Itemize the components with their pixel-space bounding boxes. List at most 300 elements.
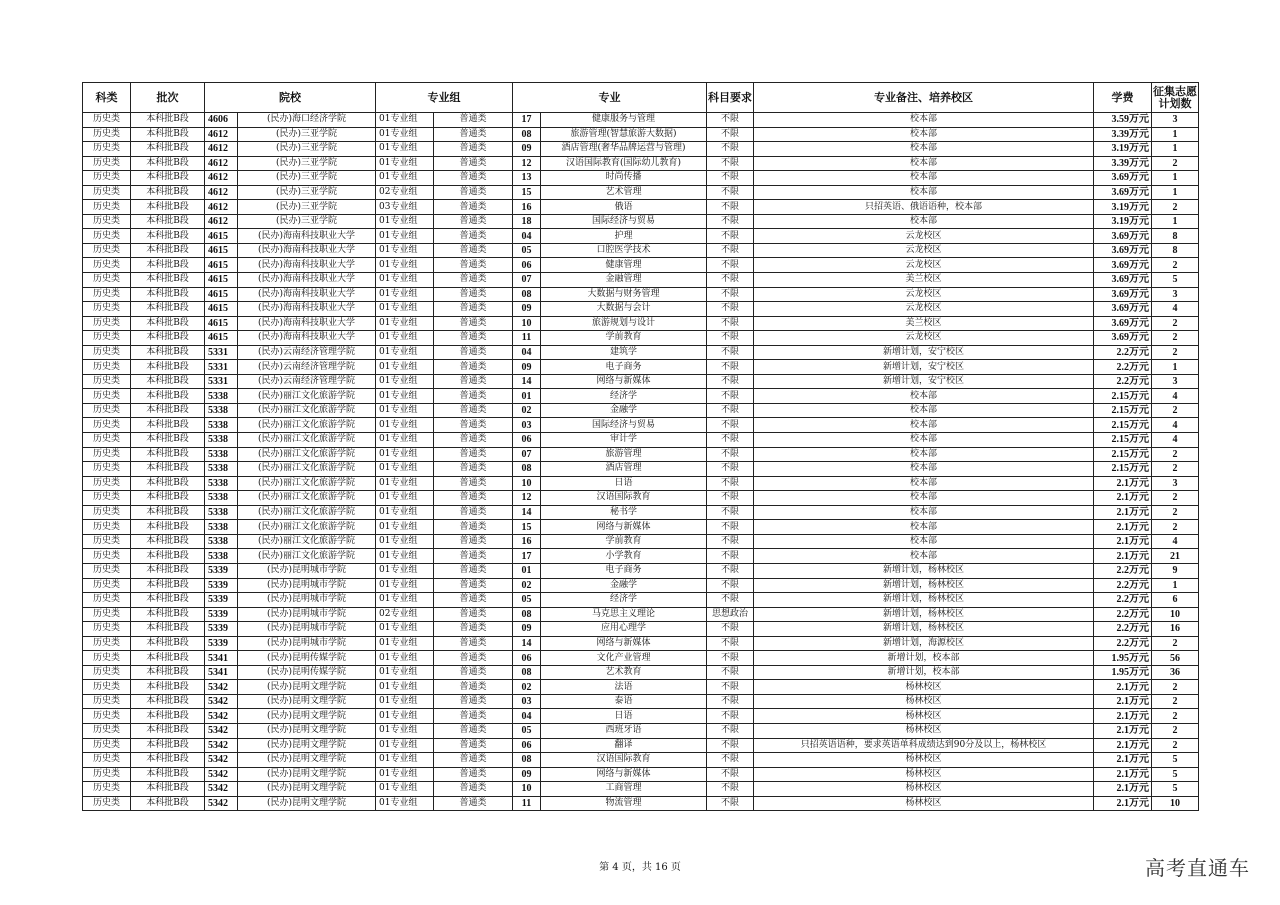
plan-count-cell: 3 [1152, 113, 1199, 128]
school-code-cell: 5342 [205, 767, 238, 782]
major-code-cell: 03 [513, 694, 541, 709]
notes-campus-cell: 杨林校区 [754, 767, 1094, 782]
major-name-cell: 学前教育 [541, 331, 707, 346]
table-row [83, 273, 1199, 288]
category-cell: 历史类 [83, 520, 131, 535]
school-code-cell: 5341 [205, 665, 238, 680]
group-code-cell: 01专业组 [376, 767, 434, 782]
group-type-cell: 普通类 [434, 491, 513, 506]
fee-cell: 3.69万元 [1094, 229, 1152, 244]
batch-cell: 本科批B段 [131, 462, 205, 477]
category-cell: 历史类 [83, 345, 131, 360]
batch-cell: 本科批B段 [131, 229, 205, 244]
group-type-cell: 普通类 [434, 345, 513, 360]
school-name-cell: (民办)昆明文理学院 [238, 723, 376, 738]
school-name-cell: (民办)海南科技职业大学 [238, 273, 376, 288]
school-code-cell: 4612 [205, 142, 238, 157]
notes-campus-cell: 杨林校区 [754, 796, 1094, 811]
batch-cell: 本科批B段 [131, 753, 205, 768]
category-cell: 历史类 [83, 796, 131, 811]
notes-campus-cell: 美兰校区 [754, 316, 1094, 331]
fee-cell: 2.1万元 [1094, 738, 1152, 753]
group-code-cell: 01专业组 [376, 738, 434, 753]
school-code-cell: 4606 [205, 113, 238, 128]
notes-campus-cell: 校本部 [754, 520, 1094, 535]
subject-requirement-cell: 不限 [707, 782, 754, 797]
school-code-cell: 5342 [205, 723, 238, 738]
table-row [83, 374, 1199, 389]
fee-cell: 2.1万元 [1094, 796, 1152, 811]
category-cell: 历史类 [83, 782, 131, 797]
fee-cell: 3.69万元 [1094, 331, 1152, 346]
school-name-cell: (民办)云南经济管理学院 [238, 374, 376, 389]
plan-count-cell: 2 [1152, 258, 1199, 273]
fee-cell: 2.1万元 [1094, 491, 1152, 506]
table-row [83, 694, 1199, 709]
category-cell: 历史类 [83, 360, 131, 375]
plan-count-cell: 2 [1152, 723, 1199, 738]
plan-count-cell: 4 [1152, 433, 1199, 448]
plan-count-cell: 1 [1152, 171, 1199, 186]
category-cell: 历史类 [83, 258, 131, 273]
notes-campus-cell: 新增计划，海源校区 [754, 636, 1094, 651]
major-name-cell: 金融学 [541, 578, 707, 593]
school-name-cell: (民办)昆明文理学院 [238, 767, 376, 782]
batch-cell: 本科批B段 [131, 200, 205, 215]
fee-cell: 3.69万元 [1094, 243, 1152, 258]
group-type-cell: 普通类 [434, 214, 513, 229]
group-code-cell: 01专业组 [376, 476, 434, 491]
major-code-cell: 15 [513, 520, 541, 535]
header-category: 科类 [83, 83, 131, 113]
major-code-cell: 17 [513, 113, 541, 128]
group-type-cell: 普通类 [434, 113, 513, 128]
subject-requirement-cell: 不限 [707, 534, 754, 549]
major-code-cell: 03 [513, 418, 541, 433]
batch-cell: 本科批B段 [131, 345, 205, 360]
plan-count-cell: 3 [1152, 287, 1199, 302]
group-code-cell: 01专业组 [376, 549, 434, 564]
batch-cell: 本科批B段 [131, 113, 205, 128]
plan-count-cell: 1 [1152, 578, 1199, 593]
category-cell: 历史类 [83, 753, 131, 768]
school-code-cell: 4612 [205, 200, 238, 215]
table-row [83, 113, 1199, 128]
major-name-cell: 物流管理 [541, 796, 707, 811]
school-name-cell: (民办)丽江文化旅游学院 [238, 403, 376, 418]
school-code-cell: 5342 [205, 753, 238, 768]
major-name-cell: 大数据与会计 [541, 302, 707, 317]
major-code-cell: 04 [513, 345, 541, 360]
category-cell: 历史类 [83, 229, 131, 244]
school-name-cell: (民办)丽江文化旅游学院 [238, 549, 376, 564]
subject-requirement-cell: 不限 [707, 185, 754, 200]
subject-requirement-cell: 不限 [707, 287, 754, 302]
admission-plan-table [82, 82, 1199, 811]
notes-campus-cell: 云龙校区 [754, 331, 1094, 346]
batch-cell: 本科批B段 [131, 331, 205, 346]
category-cell: 历史类 [83, 331, 131, 346]
school-name-cell: (民办)昆明城市学院 [238, 622, 376, 637]
group-type-cell: 普通类 [434, 738, 513, 753]
table-row [83, 142, 1199, 157]
subject-requirement-cell: 不限 [707, 302, 754, 317]
plan-count-cell: 4 [1152, 302, 1199, 317]
school-code-cell: 4615 [205, 331, 238, 346]
group-code-cell: 01专业组 [376, 651, 434, 666]
group-type-cell: 普通类 [434, 723, 513, 738]
subject-requirement-cell: 不限 [707, 127, 754, 142]
fee-cell: 2.2万元 [1094, 607, 1152, 622]
batch-cell: 本科批B段 [131, 665, 205, 680]
school-code-cell: 4612 [205, 156, 238, 171]
group-code-cell: 01专业组 [376, 796, 434, 811]
notes-campus-cell: 只招英语语种，要求英语单科成绩达到90分及以上，杨林校区 [754, 738, 1094, 753]
group-type-cell: 普通类 [434, 171, 513, 186]
fee-cell: 3.69万元 [1094, 258, 1152, 273]
major-name-cell: 电子商务 [541, 360, 707, 375]
batch-cell: 本科批B段 [131, 476, 205, 491]
plan-count-cell: 9 [1152, 563, 1199, 578]
group-code-cell: 01专业组 [376, 433, 434, 448]
group-code-cell: 01专业组 [376, 243, 434, 258]
group-type-cell: 普通类 [434, 273, 513, 288]
table-row [83, 433, 1199, 448]
group-code-cell: 01专业组 [376, 418, 434, 433]
plan-count-cell: 10 [1152, 796, 1199, 811]
major-name-cell: 汉语国际教育 [541, 491, 707, 506]
school-code-cell: 5331 [205, 345, 238, 360]
major-code-cell: 08 [513, 462, 541, 477]
notes-campus-cell: 新增计划，安宁校区 [754, 345, 1094, 360]
school-code-cell: 5342 [205, 738, 238, 753]
notes-campus-cell: 杨林校区 [754, 782, 1094, 797]
major-name-cell: 护理 [541, 229, 707, 244]
school-name-cell: (民办)三亚学院 [238, 214, 376, 229]
plan-count-cell: 2 [1152, 316, 1199, 331]
category-cell: 历史类 [83, 200, 131, 215]
major-code-cell: 13 [513, 171, 541, 186]
category-cell: 历史类 [83, 418, 131, 433]
table-row [83, 258, 1199, 273]
group-type-cell: 普通类 [434, 360, 513, 375]
group-code-cell: 01专业组 [376, 214, 434, 229]
school-name-cell: (民办)昆明文理学院 [238, 680, 376, 695]
category-cell: 历史类 [83, 316, 131, 331]
table-row [83, 593, 1199, 608]
notes-campus-cell: 云龙校区 [754, 229, 1094, 244]
subject-requirement-cell: 不限 [707, 665, 754, 680]
school-name-cell: (民办)昆明文理学院 [238, 782, 376, 797]
group-type-cell: 普通类 [434, 505, 513, 520]
subject-requirement-cell: 不限 [707, 622, 754, 637]
group-type-cell: 普通类 [434, 403, 513, 418]
school-name-cell: (民办)海南科技职业大学 [238, 258, 376, 273]
table-row [83, 156, 1199, 171]
category-cell: 历史类 [83, 593, 131, 608]
fee-cell: 2.15万元 [1094, 433, 1152, 448]
table-row [83, 200, 1199, 215]
fee-cell: 3.69万元 [1094, 316, 1152, 331]
batch-cell: 本科批B段 [131, 171, 205, 186]
batch-cell: 本科批B段 [131, 578, 205, 593]
table-row [83, 709, 1199, 724]
table-row [83, 229, 1199, 244]
major-code-cell: 05 [513, 723, 541, 738]
group-code-cell: 01专业组 [376, 709, 434, 724]
major-name-cell: 网络与新媒体 [541, 767, 707, 782]
table-row [83, 796, 1199, 811]
group-code-cell: 01专业组 [376, 462, 434, 477]
major-code-cell: 12 [513, 156, 541, 171]
fee-cell: 3.19万元 [1094, 214, 1152, 229]
notes-campus-cell: 云龙校区 [754, 258, 1094, 273]
subject-requirement-cell: 不限 [707, 680, 754, 695]
plan-count-cell: 1 [1152, 360, 1199, 375]
table-row [83, 782, 1199, 797]
plan-count-cell: 2 [1152, 331, 1199, 346]
school-name-cell: (民办)昆明城市学院 [238, 607, 376, 622]
notes-campus-cell: 云龙校区 [754, 302, 1094, 317]
subject-requirement-cell: 不限 [707, 505, 754, 520]
group-type-cell: 普通类 [434, 258, 513, 273]
fee-cell: 2.1万元 [1094, 709, 1152, 724]
group-code-cell: 01专业组 [376, 171, 434, 186]
school-name-cell: (民办)昆明文理学院 [238, 709, 376, 724]
major-name-cell: 小学教育 [541, 549, 707, 564]
notes-campus-cell: 新增计划，校本部 [754, 651, 1094, 666]
major-code-cell: 06 [513, 258, 541, 273]
plan-count-cell: 16 [1152, 622, 1199, 637]
school-code-cell: 4612 [205, 185, 238, 200]
batch-cell: 本科批B段 [131, 636, 205, 651]
batch-cell: 本科批B段 [131, 709, 205, 724]
group-code-cell: 01专业组 [376, 593, 434, 608]
major-name-cell: 金融管理 [541, 273, 707, 288]
fee-cell: 3.69万元 [1094, 273, 1152, 288]
school-name-cell: (民办)昆明城市学院 [238, 563, 376, 578]
group-code-cell: 01专业组 [376, 142, 434, 157]
major-code-cell: 02 [513, 680, 541, 695]
group-type-cell: 普通类 [434, 622, 513, 637]
plan-count-cell: 4 [1152, 534, 1199, 549]
category-cell: 历史类 [83, 665, 131, 680]
notes-campus-cell: 新增计划，安宁校区 [754, 374, 1094, 389]
group-type-cell: 普通类 [434, 636, 513, 651]
subject-requirement-cell: 不限 [707, 767, 754, 782]
school-name-cell: (民办)丽江文化旅游学院 [238, 491, 376, 506]
group-code-cell: 01专业组 [376, 389, 434, 404]
plan-count-cell: 5 [1152, 767, 1199, 782]
notes-campus-cell: 新增计划，安宁校区 [754, 360, 1094, 375]
table-row [83, 403, 1199, 418]
school-code-cell: 5338 [205, 433, 238, 448]
notes-campus-cell: 校本部 [754, 433, 1094, 448]
school-name-cell: (民办)昆明传媒学院 [238, 665, 376, 680]
category-cell: 历史类 [83, 374, 131, 389]
group-type-cell: 普通类 [434, 767, 513, 782]
group-code-cell: 01专业组 [376, 578, 434, 593]
notes-campus-cell: 云龙校区 [754, 287, 1094, 302]
school-name-cell: (民办)昆明文理学院 [238, 738, 376, 753]
category-cell: 历史类 [83, 534, 131, 549]
group-code-cell: 01专业组 [376, 316, 434, 331]
subject-requirement-cell: 不限 [707, 243, 754, 258]
group-code-cell: 01专业组 [376, 694, 434, 709]
school-code-cell: 4615 [205, 287, 238, 302]
fee-cell: 3.39万元 [1094, 156, 1152, 171]
fee-cell: 2.1万元 [1094, 549, 1152, 564]
batch-cell: 本科批B段 [131, 549, 205, 564]
fee-cell: 2.1万元 [1094, 782, 1152, 797]
plan-count-cell: 2 [1152, 156, 1199, 171]
school-code-cell: 5338 [205, 549, 238, 564]
school-code-cell: 4615 [205, 229, 238, 244]
notes-campus-cell: 云龙校区 [754, 243, 1094, 258]
major-name-cell: 学前教育 [541, 534, 707, 549]
fee-cell: 1.95万元 [1094, 665, 1152, 680]
school-name-cell: (民办)丽江文化旅游学院 [238, 534, 376, 549]
table-row [83, 636, 1199, 651]
category-cell: 历史类 [83, 171, 131, 186]
table-row [83, 462, 1199, 477]
category-cell: 历史类 [83, 447, 131, 462]
subject-requirement-cell: 不限 [707, 258, 754, 273]
batch-cell: 本科批B段 [131, 622, 205, 637]
school-code-cell: 5339 [205, 607, 238, 622]
plan-count-cell: 6 [1152, 593, 1199, 608]
category-cell: 历史类 [83, 578, 131, 593]
notes-campus-cell: 校本部 [754, 476, 1094, 491]
school-name-cell: (民办)三亚学院 [238, 200, 376, 215]
table-row [83, 680, 1199, 695]
plan-count-cell: 8 [1152, 229, 1199, 244]
notes-campus-cell: 校本部 [754, 491, 1094, 506]
notes-campus-cell: 杨林校区 [754, 753, 1094, 768]
group-type-cell: 普通类 [434, 694, 513, 709]
notes-campus-cell: 只招英语、俄语语种，校本部 [754, 200, 1094, 215]
fee-cell: 2.2万元 [1094, 374, 1152, 389]
plan-count-cell: 2 [1152, 694, 1199, 709]
category-cell: 历史类 [83, 723, 131, 738]
group-type-cell: 普通类 [434, 243, 513, 258]
major-code-cell: 09 [513, 622, 541, 637]
subject-requirement-cell: 不限 [707, 796, 754, 811]
table-body [83, 113, 1199, 811]
batch-cell: 本科批B段 [131, 563, 205, 578]
group-type-cell: 普通类 [434, 331, 513, 346]
category-cell: 历史类 [83, 302, 131, 317]
major-code-cell: 18 [513, 214, 541, 229]
notes-campus-cell: 新增计划，杨林校区 [754, 622, 1094, 637]
batch-cell: 本科批B段 [131, 258, 205, 273]
group-type-cell: 普通类 [434, 229, 513, 244]
major-code-cell: 15 [513, 185, 541, 200]
school-code-cell: 5331 [205, 360, 238, 375]
fee-cell: 2.1万元 [1094, 767, 1152, 782]
major-name-cell: 大数据与财务管理 [541, 287, 707, 302]
plan-count-cell: 2 [1152, 709, 1199, 724]
major-name-cell: 旅游管理 [541, 447, 707, 462]
header-plan-line1: 征集志愿 [1153, 84, 1197, 98]
notes-campus-cell: 校本部 [754, 418, 1094, 433]
fee-cell: 2.1万元 [1094, 534, 1152, 549]
school-name-cell: (民办)丽江文化旅游学院 [238, 433, 376, 448]
major-name-cell: 汉语国际教育 [541, 753, 707, 768]
fee-cell: 2.1万元 [1094, 694, 1152, 709]
major-name-cell: 汉语国际教育(国际幼儿教育) [541, 156, 707, 171]
school-name-cell: (民办)海南科技职业大学 [238, 331, 376, 346]
category-cell: 历史类 [83, 273, 131, 288]
school-name-cell: (民办)昆明文理学院 [238, 694, 376, 709]
category-cell: 历史类 [83, 767, 131, 782]
school-name-cell: (民办)昆明传媒学院 [238, 651, 376, 666]
major-code-cell: 09 [513, 767, 541, 782]
table-row [83, 753, 1199, 768]
major-name-cell: 经济学 [541, 593, 707, 608]
plan-count-cell: 5 [1152, 782, 1199, 797]
fee-cell: 3.69万元 [1094, 185, 1152, 200]
batch-cell: 本科批B段 [131, 403, 205, 418]
subject-requirement-cell: 不限 [707, 549, 754, 564]
batch-cell: 本科批B段 [131, 273, 205, 288]
notes-campus-cell: 新增计划，杨林校区 [754, 578, 1094, 593]
table-row [83, 549, 1199, 564]
major-code-cell: 10 [513, 782, 541, 797]
group-code-cell: 01专业组 [376, 273, 434, 288]
major-code-cell: 14 [513, 636, 541, 651]
major-name-cell: 艺术教育 [541, 665, 707, 680]
batch-cell: 本科批B段 [131, 185, 205, 200]
major-code-cell: 14 [513, 505, 541, 520]
major-name-cell: 国际经济与贸易 [541, 418, 707, 433]
fee-cell: 2.2万元 [1094, 636, 1152, 651]
major-name-cell: 建筑学 [541, 345, 707, 360]
group-code-cell: 01专业组 [376, 287, 434, 302]
notes-campus-cell: 校本部 [754, 534, 1094, 549]
major-name-cell: 审计学 [541, 433, 707, 448]
school-code-cell: 4615 [205, 243, 238, 258]
batch-cell: 本科批B段 [131, 287, 205, 302]
subject-requirement-cell: 不限 [707, 709, 754, 724]
group-code-cell: 01专业组 [376, 360, 434, 375]
notes-campus-cell: 新增计划，杨林校区 [754, 563, 1094, 578]
table-row [83, 563, 1199, 578]
group-code-cell: 02专业组 [376, 607, 434, 622]
school-code-cell: 5339 [205, 578, 238, 593]
table-row [83, 331, 1199, 346]
school-code-cell: 5338 [205, 462, 238, 477]
school-name-cell: (民办)昆明城市学院 [238, 593, 376, 608]
group-type-cell: 普通类 [434, 200, 513, 215]
plan-count-cell: 2 [1152, 505, 1199, 520]
fee-cell: 3.19万元 [1094, 200, 1152, 215]
subject-requirement-cell: 不限 [707, 418, 754, 433]
group-type-cell: 普通类 [434, 709, 513, 724]
notes-campus-cell: 新增计划，校本部 [754, 665, 1094, 680]
batch-cell: 本科批B段 [131, 447, 205, 462]
subject-requirement-cell: 不限 [707, 694, 754, 709]
major-code-cell: 08 [513, 287, 541, 302]
group-code-cell: 01专业组 [376, 782, 434, 797]
major-code-cell: 11 [513, 796, 541, 811]
notes-campus-cell: 校本部 [754, 127, 1094, 142]
category-cell: 历史类 [83, 433, 131, 448]
major-code-cell: 02 [513, 578, 541, 593]
group-code-cell: 01专业组 [376, 374, 434, 389]
school-code-cell: 5338 [205, 534, 238, 549]
school-code-cell: 5342 [205, 680, 238, 695]
